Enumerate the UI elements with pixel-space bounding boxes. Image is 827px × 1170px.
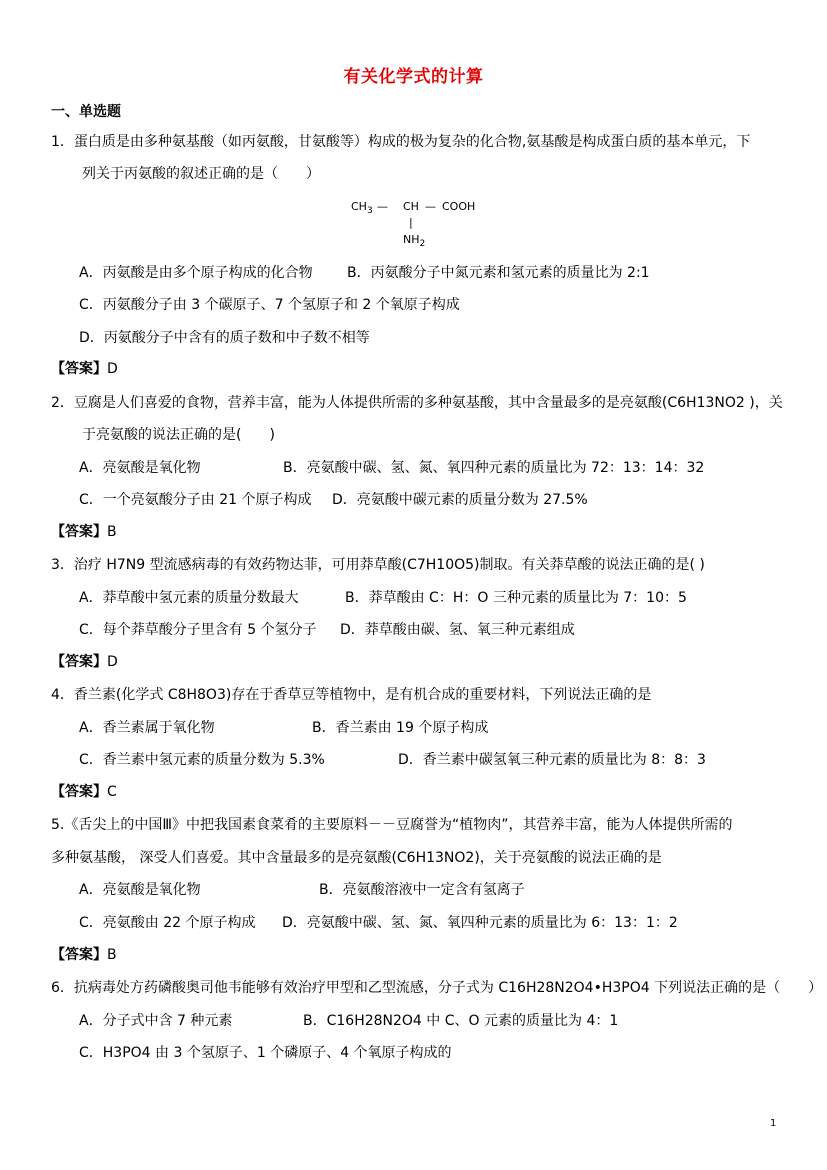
question-3-option-a: A．莽草酸中氢元素的质量分数最大 bbox=[79, 590, 299, 606]
question-3-option-d: D．莽草酸由碳、氢、氧三种元素组成 bbox=[340, 622, 575, 638]
question-2-option-a: A．亮氨酸是氧化物 bbox=[79, 460, 201, 476]
question-1-stem-line-1: 1．蛋白质是由多种氨基酸（如丙氨酸，甘氨酸等）构成的极为复杂的化合物,氨基酸是构成蛋白质的基本单元，下 bbox=[51, 134, 751, 150]
question-5-option-d: D．亮氨酸中碳、氢、氮、氧四种元素的质量比为 6：13：1：2 bbox=[282, 915, 678, 931]
question-6-option-a: A．分子式中含 7 种元素 bbox=[79, 1013, 233, 1029]
section-title: 一、单选题 bbox=[51, 104, 121, 120]
question-4-option-a: A．香兰素属于氧化物 bbox=[79, 720, 215, 736]
question-1-option-b: B．丙氨酸分子中氮元素和氢元素的质量比为 2:1 bbox=[347, 265, 650, 281]
question-4-option-b: B．香兰素由 19 个原子构成 bbox=[312, 720, 489, 736]
question-2-option-c: C．一个亮氨酸分子由 21 个原子构成 bbox=[79, 492, 312, 508]
question-3-stem: 3．治疗 H7N9 型流感病毒的有效药物达菲，可用莽草酸(C7H10O5)制取。有关莽草酸的说法正确的是( ) bbox=[51, 557, 705, 573]
question-6-option-c: C．H3PO4 由 3 个氢原子、1 个磷原子、4 个氧原子构成的 bbox=[79, 1045, 452, 1061]
question-4-option-d: D．香兰素中碳氢氧三种元素的质量比为 8：8：3 bbox=[398, 752, 706, 768]
question-3-answer: 【答案】D bbox=[51, 654, 118, 670]
question-2-answer-value: B bbox=[107, 524, 117, 540]
structure-ch: CH bbox=[403, 200, 419, 213]
question-5-stem-line-1: 5.《舌尖上的中国Ⅲ》中把我国素食菜肴的主要原料－－豆腐誉为“植物肉”，其营养丰富，能为人体提供所需的 bbox=[51, 817, 733, 833]
question-1-stem-line-2: 列关于丙氨酸的叙述正确的是（ ） bbox=[82, 166, 320, 182]
question-2-option-d: D．亮氨酸中碳元素的质量分数为 27.5% bbox=[332, 492, 588, 508]
page-title: 有关化学式的计算 bbox=[343, 67, 484, 87]
question-4-answer: 【答案】C bbox=[51, 784, 117, 800]
structure-nh2: $NH_2$ bbox=[403, 233, 426, 250]
question-1-answer-value: D bbox=[107, 361, 118, 377]
question-2-answer: 【答案】B bbox=[51, 524, 117, 540]
question-1-option-c: C．丙氨酸分子由 3 个碳原子、7 个氢原子和 2 个氧原子构成 bbox=[79, 297, 460, 313]
question-6-option-b: B．C16H28N2O4 中 C、O 元素的质量比为 4：1 bbox=[303, 1013, 619, 1029]
alanine-structure bbox=[349, 196, 489, 252]
question-2-option-b: B．亮氨酸中碳、氢、氮、氧四种元素的质量比为 72：13：14：32 bbox=[283, 460, 705, 476]
question-3-option-b: B．莽草酸由 C：H：O 三种元素的质量比为 7：10：5 bbox=[345, 590, 687, 606]
question-4-option-c: C．香兰素中氢元素的质量分数为 5.3% bbox=[79, 752, 325, 768]
question-4-stem: 4．香兰素(化学式 C8H8O3)存在于香草豆等植物中，是有机合成的重要材料，下列说法正确的是 bbox=[51, 687, 652, 703]
question-5-stem-line-2: 多种氨基酸， 深受人们喜爱。其中含量最多的是亮氨酸(C6H13NO2)，关于亮氨酸的说法正确的是 bbox=[51, 850, 662, 866]
question-5-option-c: C．亮氨酸由 22 个原子构成 bbox=[79, 915, 256, 931]
question-2-stem-line-2: 于亮氨酸的说法正确的是( ) bbox=[82, 427, 275, 443]
structure-bond-1: — bbox=[377, 200, 388, 213]
question-6-stem: 6．抗病毒处方药磷酸奥司他韦能够有效治疗甲型和乙型流感，分子式为 C16H28N2O4•H3PO4 下列说法正确的是（ ） bbox=[51, 980, 823, 996]
question-1-option-a: A．丙氨酸是由多个原子构成的化合物 bbox=[79, 265, 313, 281]
question-3-answer-value: D bbox=[107, 654, 118, 670]
structure-ch3: $CH_3$ bbox=[351, 200, 373, 217]
question-5-answer-value: B bbox=[107, 947, 117, 963]
question-4-answer-value: C bbox=[107, 784, 117, 800]
question-2-stem-line-1: 2．豆腐是人们喜爱的食物，营养丰富，能为人体提供所需的多种氨基酸，其中含量最多的是亮氨酸(C6H13NO2 )，关 bbox=[51, 395, 783, 411]
question-5-answer: 【答案】B bbox=[51, 947, 117, 963]
question-5-option-b: B．亮氨酸溶液中一定含有氢离子 bbox=[319, 882, 525, 898]
question-1-answer: 【答案】D bbox=[51, 361, 118, 377]
structure-cooh: COOH bbox=[442, 200, 476, 213]
structure-vertical-bond: | bbox=[409, 216, 413, 229]
question-5-option-a: A．亮氨酸是氧化物 bbox=[79, 882, 201, 898]
structure-bond-2: — bbox=[425, 200, 436, 213]
question-1-option-d: D．丙氨酸分子中含有的质子数和中子数不相等 bbox=[79, 330, 370, 346]
question-3-option-c: C．每个莽草酸分子里含有 5 个氢分子 bbox=[79, 622, 317, 638]
page-number: 1 bbox=[770, 1118, 777, 1129]
